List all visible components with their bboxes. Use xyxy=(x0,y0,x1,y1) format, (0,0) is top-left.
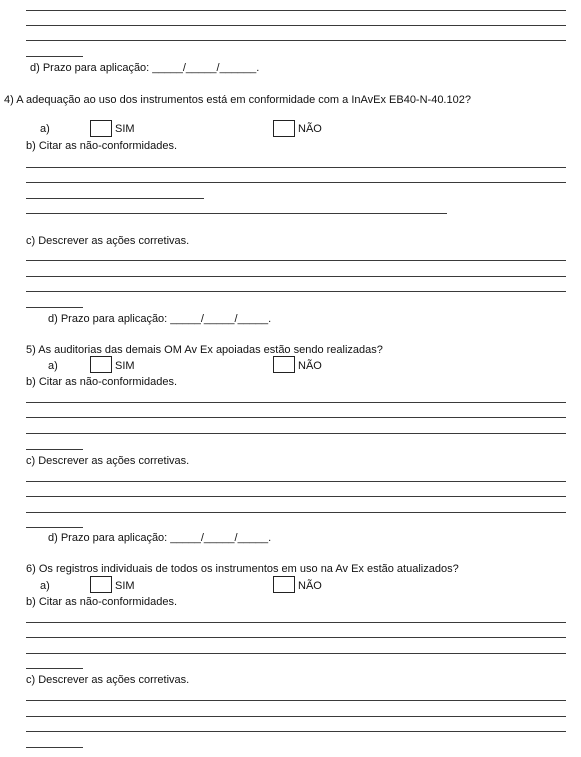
answer-line[interactable] xyxy=(26,637,566,638)
question-4: 4) A adequação ao uso dos instrumentos está em conformidade com a InAvEx EB40-N-40.102? xyxy=(4,94,471,106)
answer-line[interactable] xyxy=(26,25,566,26)
answer-line[interactable] xyxy=(26,731,566,732)
deadline-text: d) Prazo para aplicação: _____/_____/_____. xyxy=(48,313,272,325)
answer-line[interactable] xyxy=(26,512,566,513)
nonconformities-label: b) Citar as não-conformidades. xyxy=(26,596,178,608)
question-6: 6) Os registros individuais de todos os instrumentos em uso na Av Ex estão atualizados? xyxy=(26,563,459,575)
corrective-actions-label: c) Descrever as ações corretivas. xyxy=(26,235,190,247)
answer-line[interactable] xyxy=(26,653,566,654)
nonconformities-label: b) Citar as não-conformidades. xyxy=(26,376,178,388)
nao-label: NÃO xyxy=(298,360,322,372)
answer-line[interactable] xyxy=(26,276,566,277)
deadline-text: d) Prazo para aplicação: _____/_____/_____. xyxy=(48,532,272,544)
option-a-label: a) xyxy=(48,360,58,372)
answer-line[interactable] xyxy=(26,40,566,41)
answer-line[interactable] xyxy=(26,198,204,199)
sim-label: SIM xyxy=(115,580,135,592)
answer-line-short[interactable] xyxy=(26,668,83,669)
nonconformities-label: b) Citar as não-conformidades. xyxy=(26,140,178,152)
answer-line[interactable] xyxy=(26,291,566,292)
answer-line[interactable] xyxy=(26,10,566,11)
corrective-actions-label: c) Descrever as ações corretivas. xyxy=(26,455,190,467)
sim-label: SIM xyxy=(115,123,135,135)
option-a-label: a) xyxy=(40,123,50,135)
answer-line-short[interactable] xyxy=(26,449,83,450)
answer-line[interactable] xyxy=(26,716,566,717)
answer-line[interactable] xyxy=(26,622,566,623)
answer-line-short[interactable] xyxy=(26,527,83,528)
answer-line-short[interactable] xyxy=(26,307,83,308)
answer-line[interactable] xyxy=(26,402,566,403)
sim-checkbox[interactable] xyxy=(90,576,112,593)
answer-line[interactable] xyxy=(26,433,566,434)
answer-line[interactable] xyxy=(26,213,447,214)
corrective-actions-label: c) Descrever as ações corretivas. xyxy=(26,674,190,686)
nao-checkbox[interactable] xyxy=(273,120,295,137)
answer-line[interactable] xyxy=(26,700,566,701)
nao-label: NÃO xyxy=(298,580,322,592)
question-5: 5) As auditorias das demais OM Av Ex apoiadas estão sendo realizadas? xyxy=(26,344,383,356)
answer-line[interactable] xyxy=(26,167,566,168)
answer-line[interactable] xyxy=(26,417,566,418)
answer-line[interactable] xyxy=(26,496,566,497)
nao-checkbox[interactable] xyxy=(273,576,295,593)
nao-checkbox[interactable] xyxy=(273,356,295,373)
deadline-text: d) Prazo para aplicação: _____/_____/______. xyxy=(30,62,260,74)
answer-line[interactable] xyxy=(26,481,566,482)
sim-checkbox[interactable] xyxy=(90,356,112,373)
sim-label: SIM xyxy=(115,360,135,372)
option-a-label: a) xyxy=(40,580,50,592)
nao-label: NÃO xyxy=(298,123,322,135)
answer-line-short[interactable] xyxy=(26,747,83,748)
answer-line[interactable] xyxy=(26,260,566,261)
sim-checkbox[interactable] xyxy=(90,120,112,137)
answer-line[interactable] xyxy=(26,182,566,183)
answer-line-short[interactable] xyxy=(26,56,83,57)
